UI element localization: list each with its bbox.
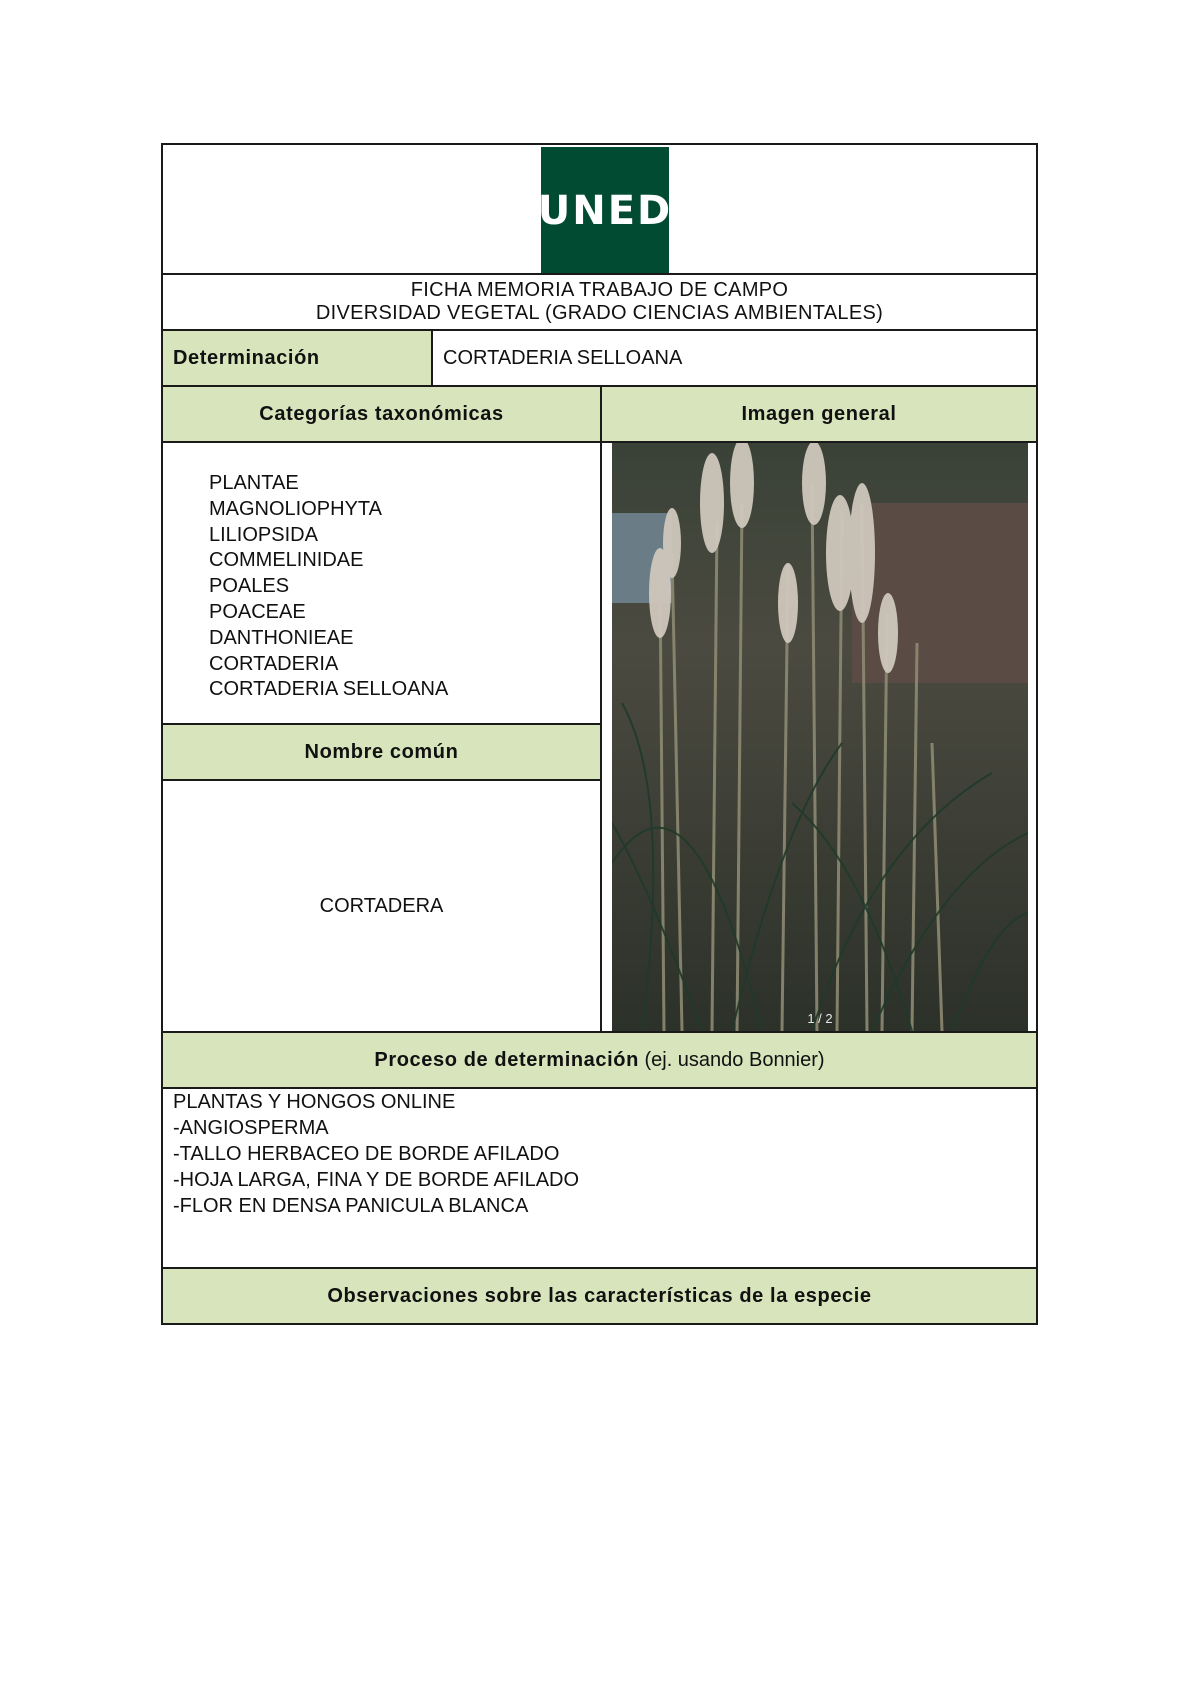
photo-counter: 1 / 2 [807,1011,833,1026]
proceso-line: -FLOR EN DENSA PANICULA BLANCA [173,1195,529,1217]
proceso-line: -TALLO HERBACEO DE BORDE AFILADO [173,1143,560,1165]
imagen-header [600,385,1038,443]
proceso-line: -HOJA LARGA, FINA Y DE BORDE AFILADO [173,1169,580,1191]
proceso-line: -ANGIOSPERMA [173,1117,329,1139]
taxonomy-list [161,441,602,725]
plant-photo [612,443,1028,1031]
uned-logo-text: UNED [537,188,673,234]
proceso-header-bold: Proceso de determinación [374,1048,639,1071]
taxon-item: COMMELINIDAE [209,549,364,572]
logo-row [161,143,1038,275]
determinacion-label [161,329,433,387]
proceso-header-rest: (ej. usando Bonnier) [638,1048,825,1071]
categorias-header [161,385,602,443]
imagen-header-text: Imagen general [741,402,897,425]
observaciones-header [161,1267,1038,1325]
taxon-item: LILIOPSIDA [209,523,318,546]
imagen-cell [600,441,1038,1033]
taxon-item: CORTADERIA [209,652,339,675]
taxon-item: POALES [209,575,290,598]
taxon-item: POACEAE [209,600,306,623]
nombre-comun-header-text: Nombre común [304,740,459,763]
determinacion-value-text: CORTADERIA SELLOANA [443,346,683,369]
nombre-comun-value [161,779,602,1033]
field-record-sheet [161,143,1038,1333]
categorias-header-text: Categorías taxonómicas [259,402,504,425]
determinacion-value [431,329,1038,387]
uned-logo [537,147,673,275]
taxon-item: MAGNOLIOPHYTA [209,497,382,520]
pampas-grass-image [612,443,1028,1031]
observaciones-header-text: Observaciones sobre las características de la especie [327,1284,872,1307]
header-line-2: DIVERSIDAD VEGETAL (GRADO CIENCIAS AMBIENTALES) [315,302,884,324]
proceso-body [161,1087,1038,1269]
taxon-item: DANTHONIEAE [209,626,354,649]
nombre-comun-value-text: CORTADERA [319,894,444,917]
taxon-item: PLANTAE [209,472,299,494]
proceso-line: PLANTAS Y HONGOS ONLINE [173,1091,456,1113]
proceso-header [161,1031,1038,1089]
header-line-1: FICHA MEMORIA TRABAJO DE CAMPO [410,279,789,301]
nombre-comun-header [161,723,602,781]
title-row [161,273,1038,331]
determinacion-label-text: Determinación [173,346,320,369]
taxon-item: CORTADERIA SELLOANA [209,678,449,701]
